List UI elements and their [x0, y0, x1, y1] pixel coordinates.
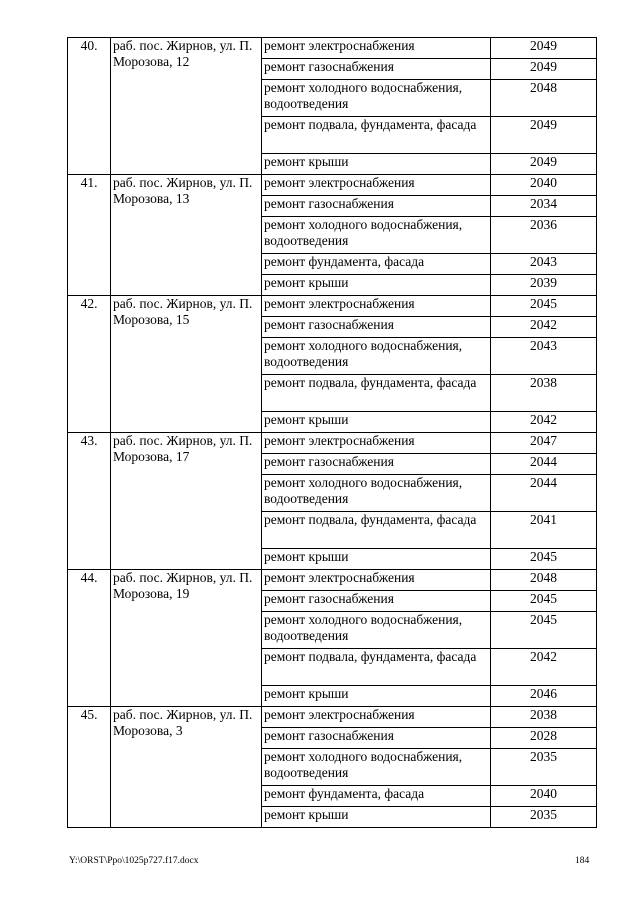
- address-cell: раб. пос. Жирнов, ул. П. Морозова, 13: [111, 175, 262, 296]
- year-cell: 2041: [491, 512, 597, 549]
- year-cell: 2049: [491, 59, 597, 80]
- year-cell: 2048: [491, 80, 597, 117]
- work-type-cell: ремонт электроснабжения: [262, 38, 491, 59]
- address-cell: раб. пос. Жирнов, ул. П. Морозова, 17: [111, 433, 262, 570]
- year-cell: 2040: [491, 786, 597, 807]
- table-row: [68, 296, 597, 317]
- year-cell: 2042: [491, 649, 597, 686]
- address-cell: раб. пос. Жирнов, ул. П. Морозова, 15: [111, 296, 262, 433]
- work-type-cell: ремонт электроснабжения: [262, 296, 491, 317]
- work-type-cell: ремонт крыши: [262, 549, 491, 570]
- work-type-cell: ремонт холодного водоснабжения, водоотведения: [262, 338, 491, 375]
- year-cell: 2034: [491, 196, 597, 217]
- work-type-cell: ремонт крыши: [262, 275, 491, 296]
- year-cell: 2046: [491, 686, 597, 707]
- year-cell: 2044: [491, 454, 597, 475]
- row-number: 45.: [68, 707, 111, 828]
- work-type-cell: ремонт газоснабжения: [262, 196, 491, 217]
- address-cell: раб. пос. Жирнов, ул. П. Морозова, 3: [111, 707, 262, 828]
- work-type-cell: ремонт крыши: [262, 686, 491, 707]
- work-type-cell: ремонт подвала, фундамента, фасада: [262, 512, 491, 549]
- row-number: 43.: [68, 433, 111, 570]
- work-type-cell: ремонт газоснабжения: [262, 59, 491, 80]
- year-cell: 2045: [491, 549, 597, 570]
- row-number: 42.: [68, 296, 111, 433]
- work-type-cell: ремонт фундамента, фасада: [262, 786, 491, 807]
- work-type-cell: ремонт электроснабжения: [262, 175, 491, 196]
- work-type-cell: ремонт подвала, фундамента, фасада: [262, 375, 491, 412]
- work-type-cell: ремонт крыши: [262, 412, 491, 433]
- year-cell: 2043: [491, 338, 597, 375]
- year-cell: 2036: [491, 217, 597, 254]
- footer-file-path: Y:\ORST\Ppo\1025p727.f17.docx: [69, 856, 199, 866]
- year-cell: 2035: [491, 807, 597, 828]
- work-type-cell: ремонт газоснабжения: [262, 591, 491, 612]
- work-type-cell: ремонт холодного водоснабжения, водоотведения: [262, 749, 491, 786]
- table-row: [68, 175, 597, 196]
- work-type-cell: ремонт крыши: [262, 154, 491, 175]
- work-type-cell: ремонт газоснабжения: [262, 317, 491, 338]
- work-type-cell: ремонт электроснабжения: [262, 707, 491, 728]
- year-cell: 2028: [491, 728, 597, 749]
- year-cell: 2045: [491, 296, 597, 317]
- year-cell: 2049: [491, 38, 597, 59]
- row-number: 41.: [68, 175, 111, 296]
- year-cell: 2038: [491, 375, 597, 412]
- row-number: 40.: [68, 38, 111, 175]
- table-row: [68, 433, 597, 454]
- address-cell: раб. пос. Жирнов, ул. П. Морозова, 12: [111, 38, 262, 175]
- table-row: [68, 570, 597, 591]
- work-type-cell: ремонт холодного водоснабжения, водоотведения: [262, 217, 491, 254]
- year-cell: 2038: [491, 707, 597, 728]
- footer-page-number: 184: [575, 856, 590, 866]
- work-type-cell: ремонт электроснабжения: [262, 570, 491, 591]
- year-cell: 2043: [491, 254, 597, 275]
- year-cell: 2049: [491, 117, 597, 154]
- year-cell: 2045: [491, 591, 597, 612]
- work-type-cell: ремонт фундамента, фасада: [262, 254, 491, 275]
- year-cell: 2047: [491, 433, 597, 454]
- work-type-cell: ремонт газоснабжения: [262, 728, 491, 749]
- table-row: [68, 707, 597, 728]
- work-type-cell: ремонт крыши: [262, 807, 491, 828]
- work-type-cell: ремонт холодного водоснабжения, водоотведения: [262, 612, 491, 649]
- work-type-cell: ремонт холодного водоснабжения, водоотведения: [262, 80, 491, 117]
- address-cell: раб. пос. Жирнов, ул. П. Морозова, 19: [111, 570, 262, 707]
- year-cell: 2048: [491, 570, 597, 591]
- year-cell: 2042: [491, 412, 597, 433]
- work-type-cell: ремонт электроснабжения: [262, 433, 491, 454]
- year-cell: 2035: [491, 749, 597, 786]
- work-type-cell: ремонт газоснабжения: [262, 454, 491, 475]
- year-cell: 2040: [491, 175, 597, 196]
- repair-schedule-table: [67, 37, 597, 828]
- year-cell: 2049: [491, 154, 597, 175]
- year-cell: 2045: [491, 612, 597, 649]
- table-row: [68, 38, 597, 59]
- year-cell: 2039: [491, 275, 597, 296]
- work-type-cell: ремонт подвала, фундамента, фасада: [262, 117, 491, 154]
- year-cell: 2044: [491, 475, 597, 512]
- year-cell: 2042: [491, 317, 597, 338]
- row-number: 44.: [68, 570, 111, 707]
- work-type-cell: ремонт холодного водоснабжения, водоотведения: [262, 475, 491, 512]
- work-type-cell: ремонт подвала, фундамента, фасада: [262, 649, 491, 686]
